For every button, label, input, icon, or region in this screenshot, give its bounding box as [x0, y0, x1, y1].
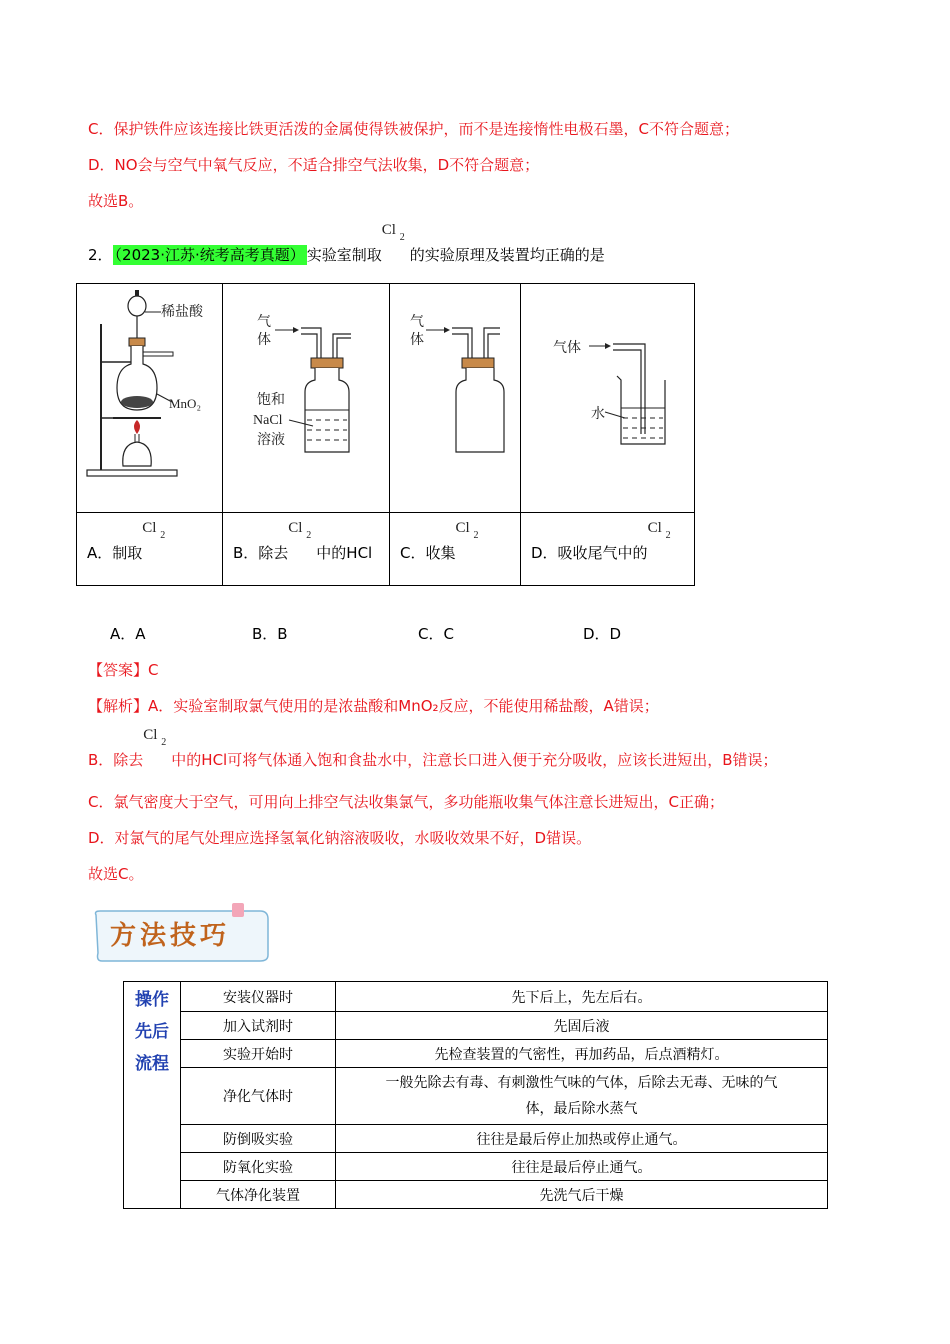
chlorine-generator-figure	[77, 284, 222, 508]
option-c[interactable]: C．C	[418, 625, 454, 643]
prev-line-d: D．NO会与空气中氧气反应，不适合排空气法收集，D不符合题意；	[88, 156, 540, 174]
apparatus-a	[77, 284, 223, 513]
rule-cell: 先下后上，先左后右。	[336, 982, 828, 1012]
rule-cell: 一般先除去有毒、有刺激性气味的气体，后除去无毒、无味的气体，最后除水蒸气	[336, 1068, 828, 1125]
analysis-c: C．氯气密度大于空气，可用向上排空气法收集氯气，多功能瓶收集气体注意长进短出，C正确；	[88, 793, 724, 811]
apparatus-c	[390, 284, 521, 513]
rule-cell: 往往是最后停止加热或停止通气。	[336, 1125, 828, 1153]
rule-cell: 先固后液	[336, 1012, 828, 1040]
cl2-formula: Cl 2	[455, 519, 479, 541]
cl2-formula: Cl 2	[142, 519, 166, 541]
question-number: 2．	[88, 246, 113, 264]
cl2-formula: Cl 2	[143, 727, 167, 748]
method-table	[123, 981, 828, 1209]
wash-bottle-figure	[223, 284, 389, 508]
label-saturated: 饱和	[257, 393, 285, 408]
label-gas-1: 气	[257, 315, 271, 330]
absorption-beaker-figure	[521, 284, 694, 508]
cl2-formula: Cl 2	[288, 519, 312, 541]
option-a[interactable]: A．A	[110, 625, 146, 643]
rule-cell: 往往是最后停止通气。	[336, 1153, 828, 1181]
cl2-formula: Cl 2	[381, 222, 405, 243]
label-water: 水	[591, 407, 605, 422]
option-b[interactable]: B．B	[252, 625, 288, 643]
label-solution: 溶液	[257, 433, 285, 448]
step-cell: 防氧化实验	[181, 1153, 336, 1181]
caption-b: B．除去 Cl 2 中的HCl	[223, 513, 390, 586]
label-gas: 气体	[553, 341, 581, 356]
method-banner	[92, 903, 272, 963]
cl2-formula: Cl 2	[647, 519, 671, 541]
stem-after: 的实验原理及装置均正确的是	[409, 246, 605, 264]
label-dilute-hcl: 稀盐酸	[161, 305, 203, 320]
prev-conclusion: 故选B。	[88, 192, 144, 210]
answer-line: 【答案】C	[88, 661, 159, 679]
label-gas-2: 体	[257, 333, 271, 348]
step-cell: 安装仪器时	[181, 982, 336, 1012]
step-cell: 气体净化装置	[181, 1181, 336, 1209]
collection-bottle-figure	[390, 284, 520, 508]
apparatus-d	[521, 284, 695, 513]
analysis-conclusion: 故选C。	[88, 865, 144, 883]
rule-cell: 先洗气后干燥	[336, 1181, 828, 1209]
step-cell: 加入试剂时	[181, 1012, 336, 1040]
analysis-b: B．除去 Cl 2 中的HCl可将气体通入饱和食盐水中，注意长口进入便于充分吸收，应该长进短出，B错误；	[88, 727, 778, 769]
label-gas-1: 气	[410, 315, 424, 330]
step-cell: 净化气体时	[181, 1068, 336, 1125]
method-head: 操作 先后 流程	[124, 982, 181, 1209]
step-cell: 实验开始时	[181, 1040, 336, 1068]
rule-cell: 先检查装置的气密性，再加药品，后点酒精灯。	[336, 1040, 828, 1068]
caption-d: D．吸收尾气中的 Cl 2	[521, 513, 695, 586]
apparatus-b	[223, 284, 390, 513]
stem-before: 实验室制取	[306, 246, 382, 264]
label-mno2: MnO₂	[169, 396, 201, 411]
caption-a: A．制取 Cl 2	[77, 513, 223, 586]
step-cell: 防倒吸实验	[181, 1125, 336, 1153]
analysis-a: 【解析】A．实验室制取氯气使用的是浓盐酸和MnO₂反应，不能使用稀盐酸，A错误；	[88, 697, 659, 715]
question-stem	[88, 222, 605, 265]
apparatus-table	[76, 283, 695, 586]
source-tag: （2023·江苏·统考高考真题）	[114, 246, 305, 264]
analysis-d: D．对氯气的尾气处理应选择氢氧化钠溶液吸收，水吸收效果不好，D错误。	[88, 829, 592, 847]
option-d[interactable]: D．D	[583, 625, 622, 643]
label-nacl: NaCl	[253, 413, 283, 428]
label-gas-2: 体	[410, 333, 424, 348]
prev-line-c: C．保护铁件应该连接比铁更活泼的金属使得铁被保护，而不是连接惰性电极石墨，C不符合题意；	[88, 120, 739, 138]
banner-title: 方法技巧	[110, 921, 231, 951]
caption-c: C．收集 Cl 2	[390, 513, 521, 586]
